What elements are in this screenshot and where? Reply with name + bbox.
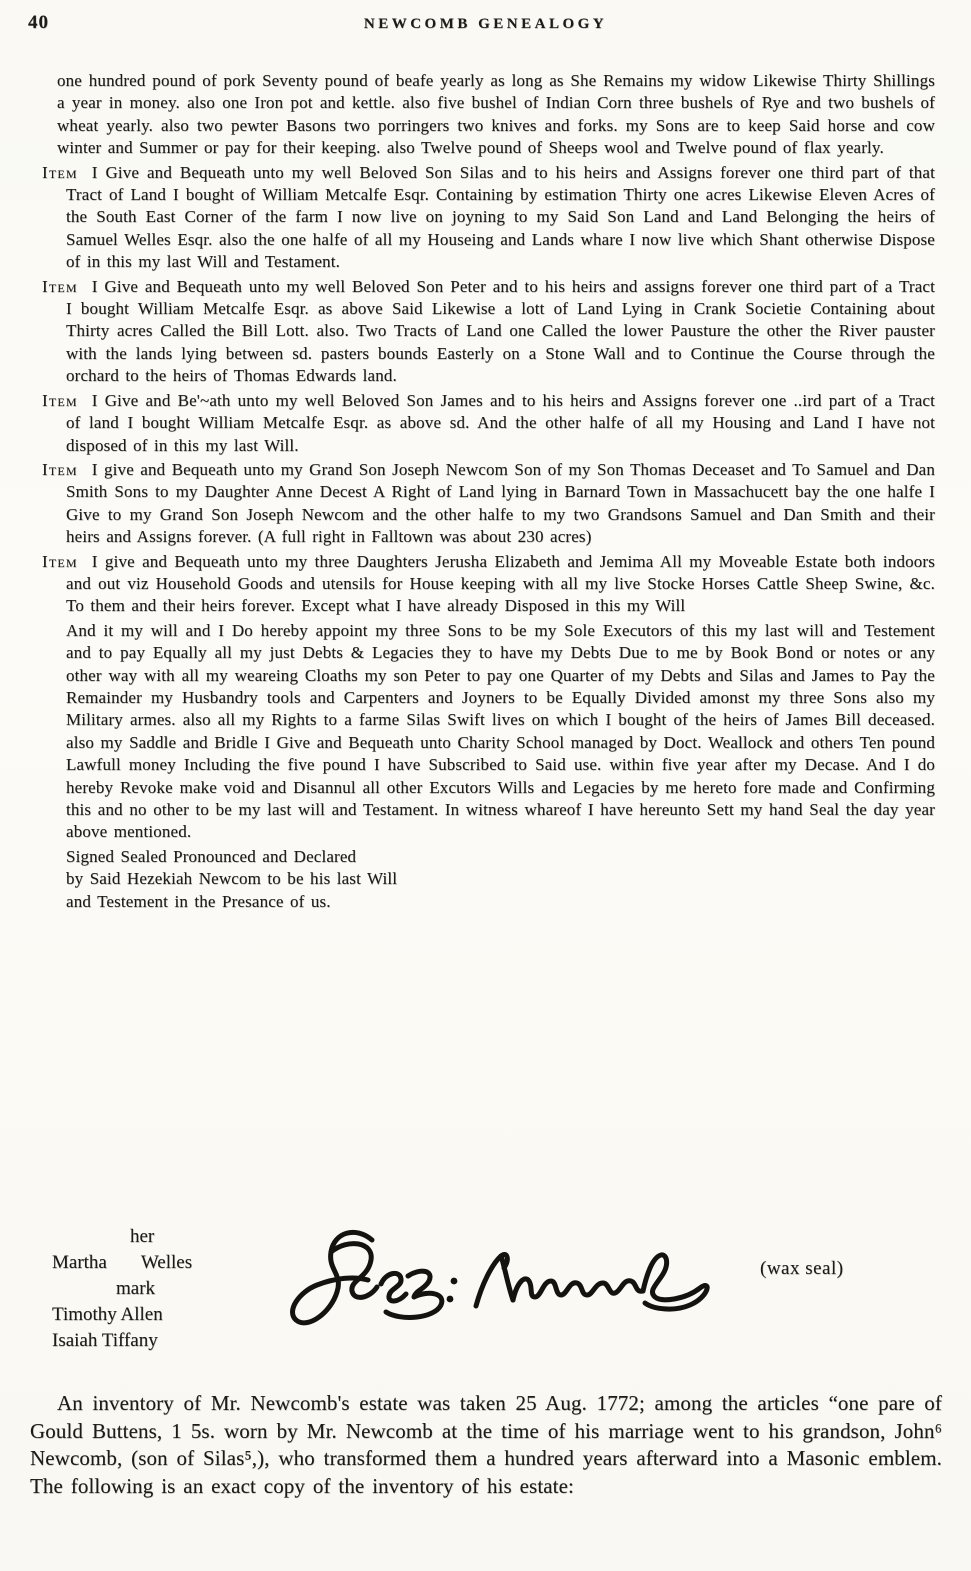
item-label: Item (42, 276, 78, 296)
signature-hez-newcomb (286, 1224, 718, 1342)
item-label: Item (42, 551, 78, 571)
inventory-note-block (30, 1390, 942, 1500)
closing-line: Signed Sealed Pronounced and Declared (66, 846, 357, 866)
executors-paragraph: And it my will and I Do hereby appoint my three Sons to be my Sole Executors of this my last will and Testement and to pay Equally all my just Debts & Legacies they to have my Debts Due to me by Book Bond or notes or any other way with all my weareing Cloaths my son Peter to pay one Quarter of my Debts and Silas and James to Pay the Remainder my Husbandry tools and Carpenters and Joyners to be Equally Divided amonst my three Sons also my Military armes. also all my Rights to a farme Silas Swift lives on which I bought of the heirs of James Bill deceased. also my Saddle and Bridle I Give and Bequeath unto Charity School managed by Doct. Weallock and others Ten pound Lawfull money Including the five pound I have Subscribed to Said use. within five year after my Decase. And I do hereby Revoke make void and Disannul all other Excutors Wills and Legacies by me hereto fore made and Confirming this and no other to be my last will and Testament. In witness whareof I have hereunto Sett my hand Seal the day year above mentioned. (66, 620, 935, 842)
page-header-title: NEWCOMB GENEALOGY (363, 16, 608, 32)
will-item-silas (42, 162, 935, 274)
signature-stroke (386, 1271, 442, 1317)
witness-her-label: her (130, 1226, 155, 1247)
signature-stroke (513, 1279, 643, 1300)
signature-colon-dot (447, 1296, 454, 1303)
item-label: Item (42, 390, 78, 410)
item-label: Item (42, 162, 78, 182)
will-text-block (42, 68, 935, 913)
witness-name-martha: Martha (52, 1252, 107, 1273)
will-item-peter (42, 276, 935, 388)
wax-seal-note: (wax seal) (760, 1258, 844, 1279)
item-text: I Give and Be'~ath unto my well Beloved Son James and to his heirs and Assigns forever one ..ird part of a Tract of land I bought William Metcalfe Esqr. as above sd. And the other halfe of all my Housing and Land I have not disposed of in this my last Will. (66, 390, 935, 455)
will-item-daughters (42, 551, 935, 618)
will-item-grandsons (42, 459, 935, 549)
page-number: 40 (28, 12, 49, 33)
item-text: I Give and Bequeath unto my well Beloved Son Peter and to his heirs and assigns forever one third part of a Tract I bought William Metcalfe Esqr. as above Said Likewise a lott of Land Lying in Crank Societie Containing about Thirty acres Called the Bill Lott. also. Two Tracts of Land one Called the lower Pausture the other the River pauster with the lands lying between sd. pasters bounds Easterly on a Stone Wall and to Continue the Course through the orchard to the heirs of Thomas Edwards land. (66, 276, 935, 386)
witness-timothy-allen: Timothy Allen (52, 1304, 163, 1325)
closing-line: by Said Hezekiah Newcom to be his last Will (66, 869, 398, 889)
item-text: I give and Bequeath unto my three Daughters Jerusha Elizabeth and Jemima All my Moveable Estate both indoors and out viz Household Goods and utensils for House keeping with all my live Stocke Horses Cattle Sheep Swine, &c. To them and their heirs forever. Except what I have already Disposed in this my Will (66, 551, 935, 616)
witness-isaiah-tiffany: Isaiah Tiffany (52, 1330, 158, 1351)
signature-colon-dot (451, 1278, 458, 1285)
will-item-james (42, 390, 935, 457)
will-continuation-paragraph: one hundred pound of pork Seventy pound of beafe yearly as long as She Remains my widow Likewise Thirty Shillings a year in money. also one Iron pot and kettle. also five bushel of Indian Corn three bushels of Rye and two bushels of wheat yearly. also two pewter Basons two porringers two knives and forks. my Sons are to keep Said horse and cow winter and Summer or pay for their keeping. also Twelve pound of Sheeps wool and Twelve pound of flax yearly. (57, 71, 935, 158)
item-text: I give and Bequeath unto my Grand Son Joseph Newcom Son of my Son Thomas Deceaset and To Samuel and Dan Smith Sons to my Daughter Anne Decest A Right of Land lying in Barnard Town in Massachucett bay the one halfe I Give to my Grand Son Joseph Newcom and the other halfe to my two Grandsons Samuel and Dan Smith and their heirs and Assigns forever. (A full right in Falltown was about 230 acres) (66, 459, 935, 547)
signature-stroke (643, 1255, 707, 1309)
closing-line: and Testement in the Presance of us. (66, 891, 331, 911)
signature-stroke (381, 1273, 406, 1301)
inventory-note-paragraph: An inventory of Mr. Newcomb's estate was taken 25 Aug. 1772; among the articles “one pare of Gould Buttens, 1 5s. worn by Mr. Newcomb at the time of his marriage went to his grandson, John⁶ Newcomb, (son of Silas⁵,), who transformed them a hundred years afterward into a Masonic emblem. The following is an exact copy of the inventory of his estate: (30, 1391, 942, 1498)
item-text: I Give and Bequeath unto my well Beloved Son Silas and to his heirs and Assigns forever one third part of that Tract of Land I bought of William Metcalfe Esqr. Containing by estimation Thirty one acres Likewise Eleven Acres of the South East Corner of the farm I now live on joyning to my Said Son Land and Land Belonging the heirs of Samuel Welles Esqr. also the one halfe of all my Houseing and Lands whare I now live which Shant otherwise Dispose of in this my last Will and Testament. (66, 162, 935, 272)
witness-name-welles: Welles (140, 1252, 193, 1273)
item-label: Item (42, 459, 78, 479)
witness-mark-label: mark (116, 1278, 156, 1299)
